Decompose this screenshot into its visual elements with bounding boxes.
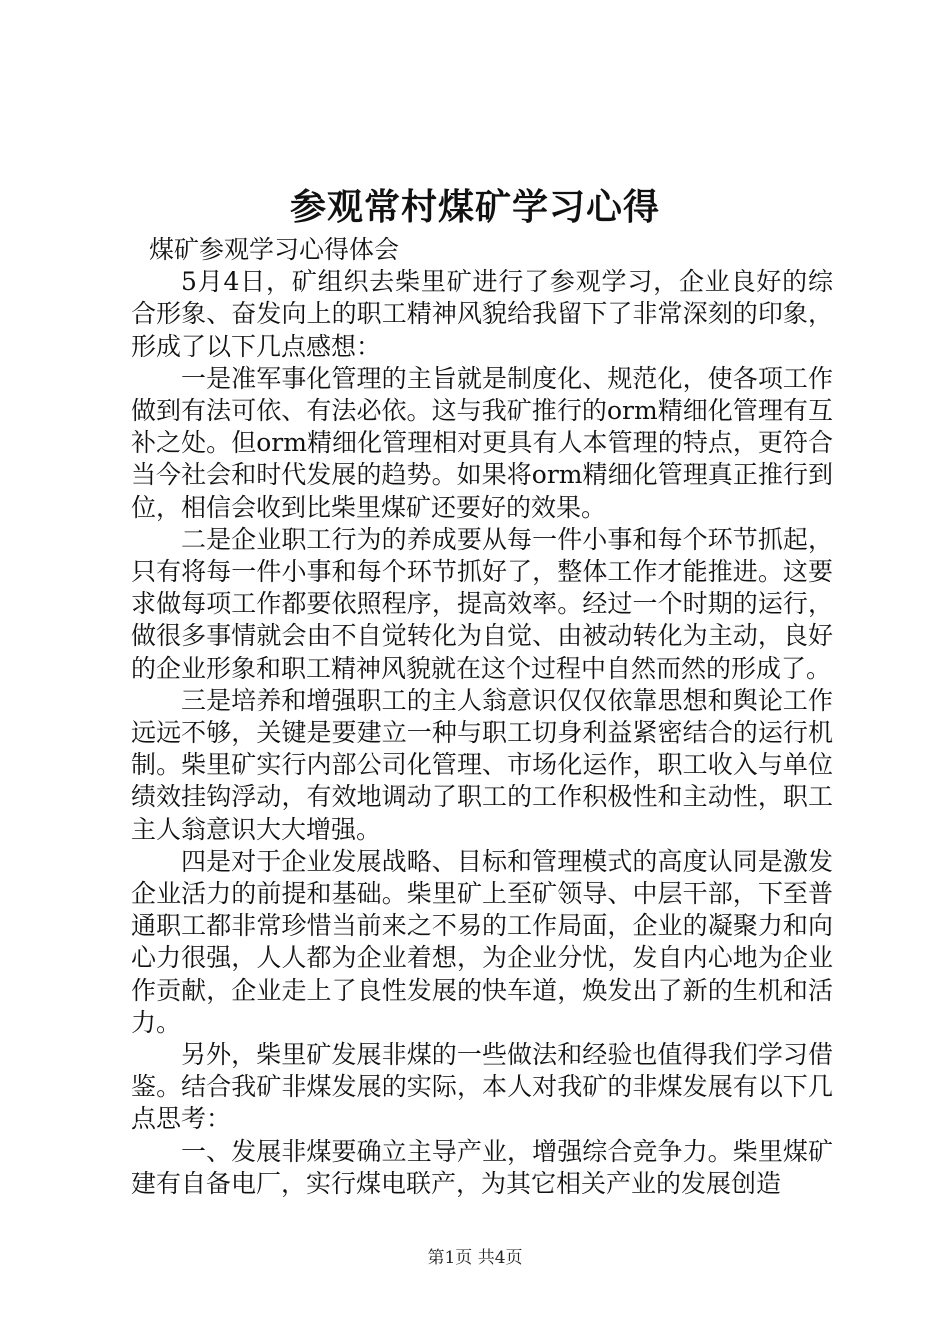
paragraph: 另外，柴里矿发展非煤的一些做法和经验也值得我们学习借鉴。结合我矿非煤发展的实际，本人对我矿的非煤发展有以下几点思考： [131, 1040, 833, 1134]
paragraph: 四是对于企业发展战略、目标和管理模式的高度认同是激发企业活力的前提和基础。柴里矿上至矿领导、中层干部，下至普通职工都非常珍惜当前来之不易的工作局面，企业的凝聚力和向心力很强，人人都为企业着想，为企业分忧，发自内心地为企业作贡献，企业走上了良性发展的快车道，焕发出了新的生机和活力。 [131, 846, 833, 1037]
paragraph: 一、发展非煤要确立主导产业，增强综合竞争力。柴里煤矿建有自备电厂，实行煤电联产，为其它相关产业的发展创造 [131, 1136, 833, 1198]
paragraph: 5月4日，矿组织去柴里矿进行了参观学习，企业良好的综合形象、奋发向上的职工精神风貌给我留下了非常深刻的印象，形成了以下几点感想： [131, 267, 833, 361]
document-title: 参观常村煤矿学习心得 [289, 186, 660, 228]
document-subtitle: 煤矿参观学习心得体会 [149, 235, 400, 264]
paragraph: 一是准军事化管理的主旨就是制度化、规范化，使各项工作做到有法可依、有法必依。这与我矿推行的orm精细化管理有互补之处。但orm精细化管理相对更具有人本管理的特点，更符合当今社会和时代发展的趋势。如果将orm精细化管理真正推行到位，相信会收到比柴里煤矿还要好的效果。 [131, 363, 833, 522]
page-number-footer: 第1页 共4页 [427, 1248, 523, 1268]
document-body [131, 234, 833, 1200]
paragraph: 三是培养和增强职工的主人翁意识仅仅依靠思想和舆论工作远远不够，关键是要建立一种与职工切身利益紧密结合的运行机制。柴里矿实行内部公司化管理、市场化运作，职工收入与单位绩效挂钩浮动，有效地调动了职工的工作积极性和主动性，职工主人翁意识大大增强。 [131, 685, 833, 844]
paragraph: 二是企业职工行为的养成要从每一件小事和每个环节抓起，只有将每一件小事和每个环节抓好了，整体工作才能推进。这要求做每项工作都要依照程序，提高效率。经过一个时期的运行，做很多事情就会由不自觉转化为自觉、由被动转化为主动，良好的企业形象和职工精神风貌就在这个过程中自然而然的形成了。 [131, 524, 833, 683]
